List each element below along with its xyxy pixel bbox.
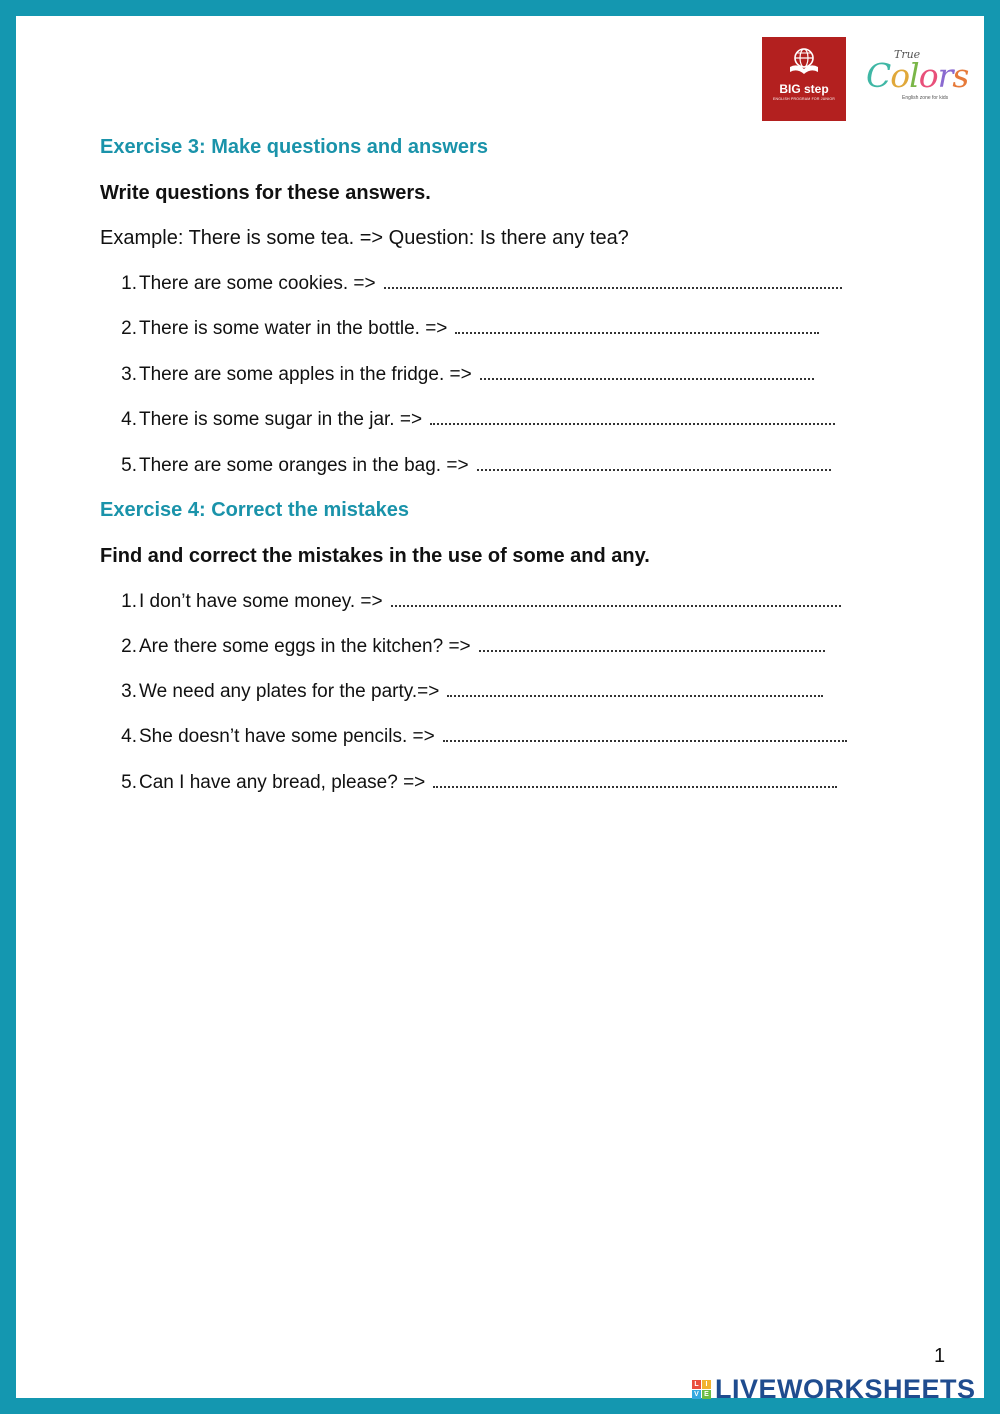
true-colors-main: Colors bbox=[866, 56, 969, 95]
answer-line[interactable] bbox=[443, 739, 847, 742]
answer-line[interactable] bbox=[447, 694, 823, 697]
answer-line[interactable] bbox=[477, 468, 831, 471]
exercise3-item-2 bbox=[118, 318, 819, 340]
answer-line[interactable] bbox=[479, 649, 825, 652]
item-text: There are some cookies. => bbox=[139, 273, 376, 294]
item-text: There are some apples in the fridge. => bbox=[139, 364, 472, 385]
big-step-logo bbox=[762, 37, 846, 121]
true-colors-top: True bbox=[894, 48, 921, 61]
true-colors-sub: English zone for kids bbox=[902, 95, 949, 101]
answer-line[interactable] bbox=[433, 785, 837, 788]
answer-line[interactable] bbox=[455, 331, 819, 334]
item-number: 4. bbox=[121, 726, 137, 747]
exercise4-instruction: Find and correct the mistakes in the use of some and any. bbox=[100, 545, 650, 567]
big-step-tagline: ENGLISH PROGRAM FOR JUNIOR bbox=[773, 97, 835, 101]
item-text: We need any plates for the party.=> bbox=[139, 681, 440, 702]
item-text: There are some oranges in the bag. => bbox=[139, 455, 469, 476]
item-text: She doesn’t have some pencils. => bbox=[139, 726, 435, 747]
liveworksheets-wordmark: LIVEWORKSHEETS bbox=[715, 1373, 976, 1404]
answer-line[interactable] bbox=[430, 422, 835, 425]
item-number: 1. bbox=[121, 591, 137, 612]
exercise4-title: Exercise 4: Correct the mistakes bbox=[100, 499, 410, 521]
item-text: There is some water in the bottle. => bbox=[139, 318, 448, 339]
exercise3-item-5 bbox=[118, 455, 831, 477]
item-number: 1. bbox=[121, 273, 137, 294]
answer-line[interactable] bbox=[480, 377, 814, 380]
exercise4-item-3 bbox=[118, 681, 823, 703]
exercise3-item-3 bbox=[118, 364, 814, 386]
item-number: 5. bbox=[121, 455, 137, 476]
item-text: There is some sugar in the jar. => bbox=[139, 409, 423, 430]
item-text: I don’t have some money. => bbox=[139, 591, 383, 612]
exercise4-item-2 bbox=[118, 636, 825, 658]
item-number: 3. bbox=[121, 364, 137, 385]
liveworksheets-cube-icon: L I V E bbox=[692, 1380, 711, 1399]
globe-book-icon bbox=[762, 47, 846, 80]
item-text: Are there some eggs in the kitchen? => bbox=[139, 636, 471, 657]
item-number: 3. bbox=[121, 681, 137, 702]
page-number: 1 bbox=[934, 1345, 946, 1367]
item-text: Can I have any bread, please? => bbox=[139, 772, 426, 793]
exercise3-item-4 bbox=[118, 409, 835, 431]
big-step-name: BIG step bbox=[779, 82, 829, 96]
liveworksheets-brand[interactable] bbox=[692, 1373, 976, 1404]
item-number: 4. bbox=[121, 409, 137, 430]
exercise3-item-1 bbox=[118, 273, 842, 295]
exercise4-item-1 bbox=[118, 591, 841, 613]
item-number: 2. bbox=[121, 636, 137, 657]
answer-line[interactable] bbox=[391, 604, 841, 607]
item-number: 2. bbox=[121, 318, 137, 339]
exercise4-item-5 bbox=[118, 772, 837, 794]
item-number: 5. bbox=[121, 772, 137, 793]
answer-line[interactable] bbox=[384, 286, 842, 289]
true-colors-logo bbox=[866, 48, 969, 104]
exercise3-title: Exercise 3: Make questions and answers bbox=[100, 136, 488, 158]
exercise3-instruction: Write questions for these answers. bbox=[100, 182, 431, 204]
exercise4-item-4 bbox=[118, 726, 847, 748]
exercise3-example: Example: There is some tea. => Question: Is there any tea? bbox=[100, 227, 629, 249]
